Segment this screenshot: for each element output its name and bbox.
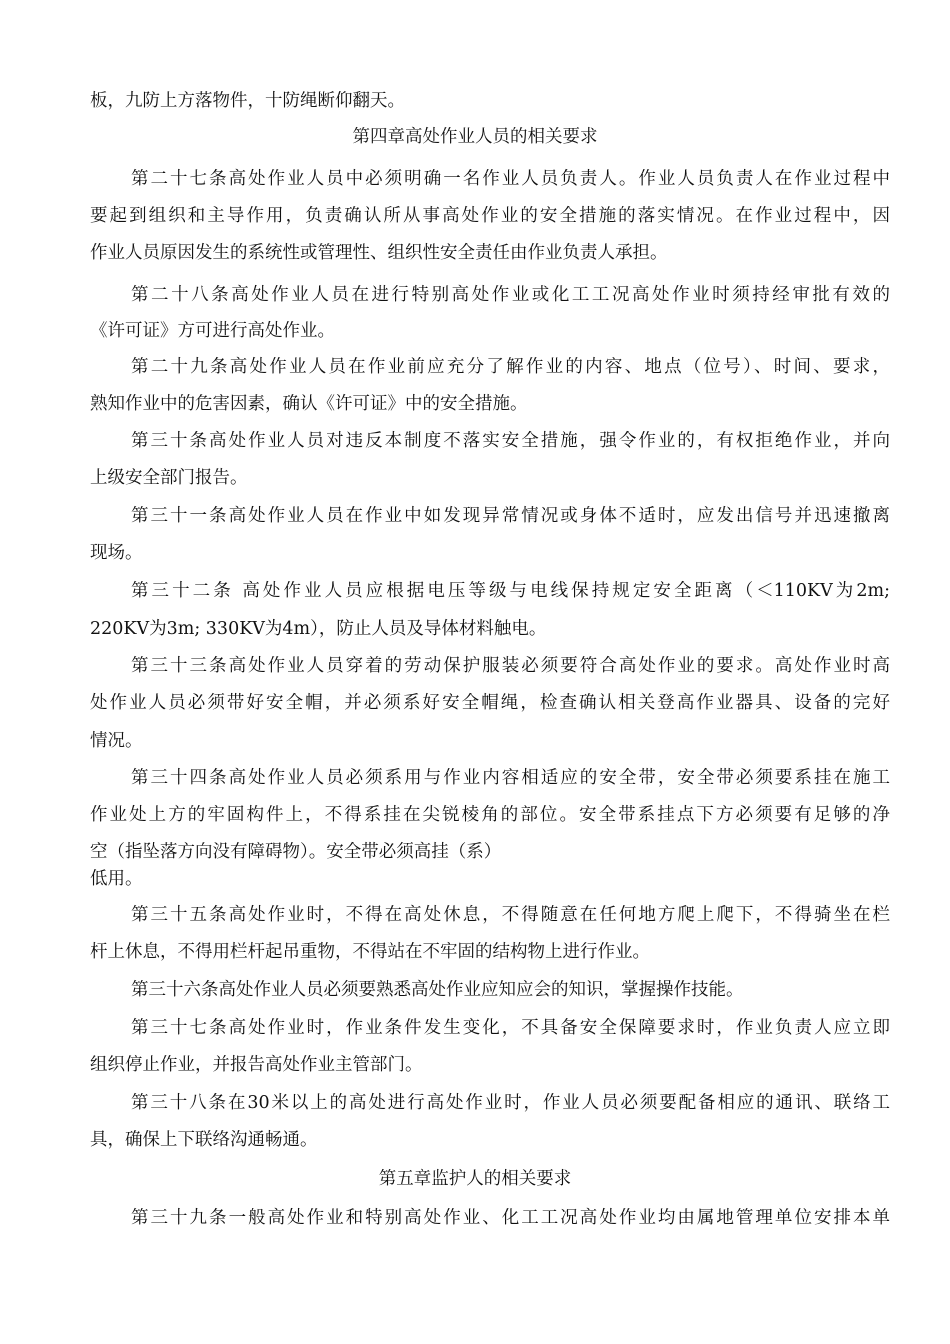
paragraph-line: 杆上休息，不得用栏杆起吊重物，不得站在不牢固的结构物上进行作业。 [90,942,650,962]
paragraph-line: 熟知作业中的危害因素，确认《许可证》中的安全措施。 [90,394,528,414]
paragraph-line: 作业处上方的牢固构件上，不得系挂在尖锐棱角的部位。安全带系挂点下方必须要有足够的净 [90,805,890,825]
chapter-heading: 第五章监护人的相关要求 [378,1169,572,1189]
paragraph-line: 第三十八条在30米以上的高处进行高处作业时，作业人员必须要配备相应的通讯、联络工 [131,1093,890,1113]
paragraph-line: 要起到组织和主导作用，负责确认所从事高处作业的安全措施的落实情况。在作业过程中，因 [90,206,890,226]
paragraph-line: 第三十九条一般高处作业和特别高处作业、化工工况高处作业均由属地管理单位安排本单 [131,1208,890,1228]
paragraph-line: 第二十九条高处作业人员在作业前应充分了解作业的内容、地点（位号）、时间、要求， [131,357,890,377]
paragraph-line: 第三十三条高处作业人员穿着的劳动保护服装必须要符合高处作业的要求。高处作业时高 [131,656,890,676]
paragraph-line: 第三十六条高处作业人员必须要熟悉高处作业应知应会的知识，掌握操作技能。 [131,980,744,1000]
paragraph-line: 作业人员原因发生的系统性或管理性、组织性安全责任由作业负责人承担。 [90,243,668,263]
paragraph-line: 220KV为3m; 330KV为4m），防止人员及导体材料触电。 [90,619,547,639]
paragraph-line: 第二十七条高处作业人员中必须明确一名作业人员负责人。作业人员负责人在作业过程中 [131,169,890,189]
paragraph-line: 低用。 [90,869,143,889]
paragraph-line: 《许可证》方可进行高处作业。 [90,321,335,341]
paragraph-line: 第三十五条高处作业时，不得在高处休息，不得随意在任何地方爬上爬下，不得骑坐在栏 [131,905,890,925]
paragraph-line: 第三十一条高处作业人员在作业中如发现异常情况或身体不适时，应发出信号并迅速撤离 [131,506,890,526]
paragraph-line: 处作业人员必须带好安全帽，并必须系好安全帽绳，检查确认相关登高作业器具、设备的完好 [90,693,890,713]
paragraph-line: 第二十八条高处作业人员在进行特别高处作业或化工工况高处作业时须持经审批有效的 [131,285,890,305]
paragraph-line: 上级安全部门报告。 [90,468,248,488]
paragraph-line: 第三十四条高处作业人员必须系用与作业内容相适应的安全带，安全带必须要系挂在施工 [131,768,890,788]
paragraph-line: 空（指坠落方向没有障碍物）。安全带必须高挂（系） [90,842,502,862]
paragraph-line: 组织停止作业，并报告高处作业主管部门。 [90,1055,423,1075]
chapter-heading: 第四章高处作业人员的相关要求 [352,127,598,147]
paragraph-line: 第三十七条高处作业时，作业条件发生变化，不具备安全保障要求时，作业负责人应立即 [131,1018,890,1038]
paragraph-line: 第三十条高处作业人员对违反本制度不落实安全措施，强令作业的，有权拒绝作业，并向 [131,431,890,451]
paragraph-line: 情况。 [90,731,143,751]
paragraph-line: 现场。 [90,543,143,563]
text-line: 板，九防上方落物件，十防绳断仰翻天。 [90,91,405,111]
paragraph-line: 具，确保上下联络沟通畅通。 [90,1130,318,1150]
paragraph-line: 第三十二条 高处作业人员应根据电压等级与电线保持规定安全距离（＜110KV为2m; [131,581,890,601]
